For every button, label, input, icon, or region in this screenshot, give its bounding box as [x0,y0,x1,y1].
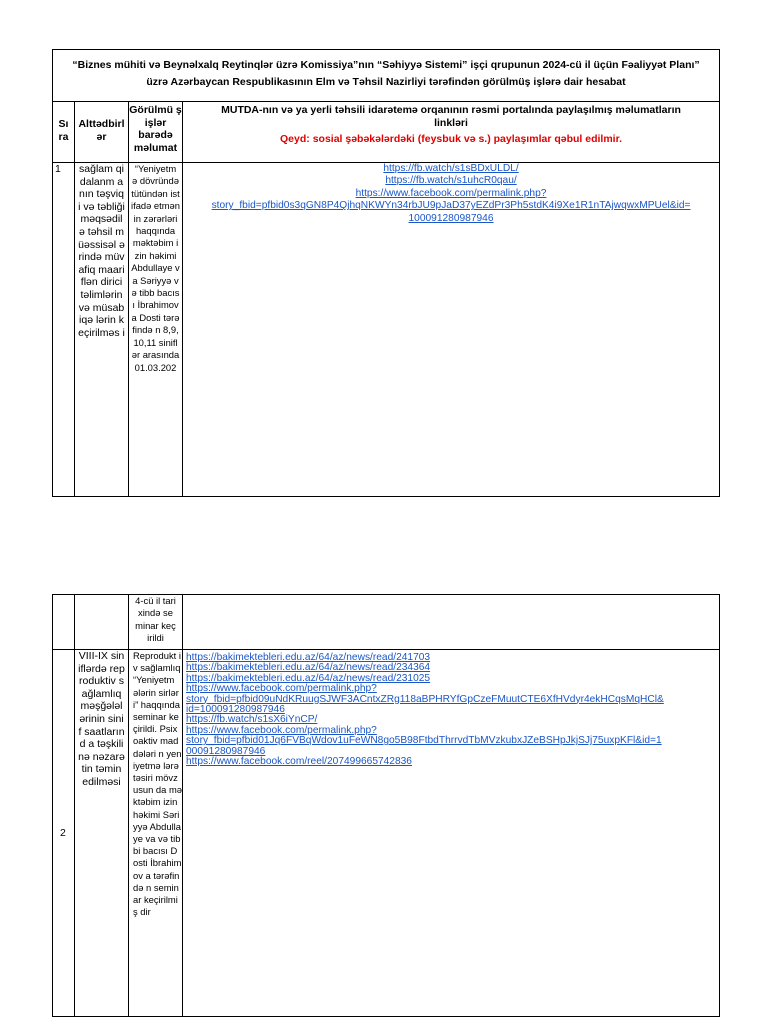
table-row [53,163,720,497]
link-6-end[interactable]: 00091280987946 [186,745,266,757]
col-header-alttedbirler: Alttədbirl ər [75,102,129,163]
col-header-sira: Sı ra [53,102,75,163]
row-links [183,650,720,1017]
link-2[interactable]: https://bakimektebleri.edu.az/64/az/news/read/234364 [186,662,431,674]
link-3-end[interactable]: 100091280987946 [408,212,494,224]
link-5[interactable]: https://fb.watch/s1sX6iYnCP/ [186,714,318,726]
row-links [183,163,720,497]
link-4[interactable]: https://www.facebook.com/permalink.php? [186,683,377,695]
table-row [53,595,720,650]
link-3[interactable]: https://www.facebook.com/permalink.php? [355,187,547,199]
link-3-cont[interactable]: story_fbid=pfbid0s3qGN8P4QjhqNKWYn34rbJU9pJaD37yEZdPr3Ph5stdK4i9Xe1R1nTAjwqwxMPUel&id= [211,200,691,212]
report-title-line-1: “Biznes mühiti və Beynəlxalq Reytinqlər üzrə Komissiya”nın “Səhiyyə Sistemi” işçi qrupunun 2024-cü il üçün Fəaliyyət Planı” [72,59,700,71]
row-number-empty [53,595,75,650]
row-alttedbir: sağlam qidalanm anın təşviqi və təbliği məqsədil ə təhsil müəssisəl ərində müvafiq maariflən dirici təlimlərin və müsabiqə lərin keçirilməs i [75,163,129,497]
col-header-gorulmus-isler: Görülmü ş işlər barədə məlumat [129,102,183,163]
table-row [53,650,720,1017]
row-alttedbir: VIII-IX siniflərdə reproduktiv sağlamlıq məşğələl ərinin sinif saatlarınd a təşkilinə nəzarətin təmin edilməsi [75,650,129,1017]
row-gorulmus-info: Reprodukt iv sağlamlıq “Yeniyetm ələrin sirləri” haqqında seminar keçirildi. Psixoaktiv maddələri n yeniyetmə lərə təsiri mövzusun da məktəbim izin həkimi Səriyyə Abdullaye va və tibbi bacısı Dosti İbrahimov a tərəfində n seminar keçirilmiş dir [129,650,183,1017]
report-title [53,50,720,102]
row-alttedbir-empty [75,595,129,650]
link-4-end[interactable]: id=100091280987946 [186,704,285,716]
link-7[interactable]: https://www.facebook.com/reel/207499665742836 [186,756,412,768]
row-number: 1 [53,163,75,497]
report-table-page-2 [52,594,720,1017]
row-links-empty [183,595,720,650]
row-number: 2 [53,650,75,1017]
links-header-note: Qeyd: sosial şəbəkələrdəki (feysbuk və s.) paylaşımlar qəbul edilmir. [280,133,623,145]
link-1[interactable]: https://fb.watch/s1sBDxULDL/ [383,163,519,174]
row-gorulmus-info: “Yeniyetm ə dövründə tütündən istifadə etmənin zərərləri haqqında məktəbim izin həkimi Abdullaye va Səriyyə və tibb bacısı İbrahimov a Dosti tərəfində n 8,9,10,11 siniflər arasında 01.03.202 [129,163,183,497]
col-header-links [183,102,720,163]
link-2[interactable]: https://fb.watch/s1uhcR0qau/ [385,175,517,187]
link-3[interactable]: https://bakimektebleri.edu.az/64/az/news/read/231025 [186,672,431,684]
link-1[interactable]: https://bakimektebleri.edu.az/64/az/news/read/241703 [186,652,431,663]
link-4-cont[interactable]: story_fbid=pfbid09uNdKRuugSJWF3ACntxZRg118aBPHRYfGpCzeFMuutCTE6XfHVdyr4ekHCqsMqHCl& [186,693,664,705]
report-table-page-1 [52,49,720,497]
report-title-line-2: üzrə Azərbaycan Respublikasının Elm və Təhsil Nazirliyi tərəfindən görülmüş işlərə dair hesabat [146,76,626,88]
links-header-text: MUTDA-nın və ya yerli təhsili idarətemə orqanının rəsmi portalında paylaşılmış məlumatların linkləri [221,104,681,129]
link-6[interactable]: https://www.facebook.com/permalink.php? [186,724,377,736]
link-6-cont[interactable]: story_fbid=pfbid01Jq6FVBqWdov1uFeWN8go5B98FtbdThrrvdTbMVzkubxJZeBSHpJkjSJj75uxpKFl&id=1 [186,735,662,747]
row-gorulmus-info-cont: 4-cü il tarixində seminar keçirildi [129,595,183,650]
